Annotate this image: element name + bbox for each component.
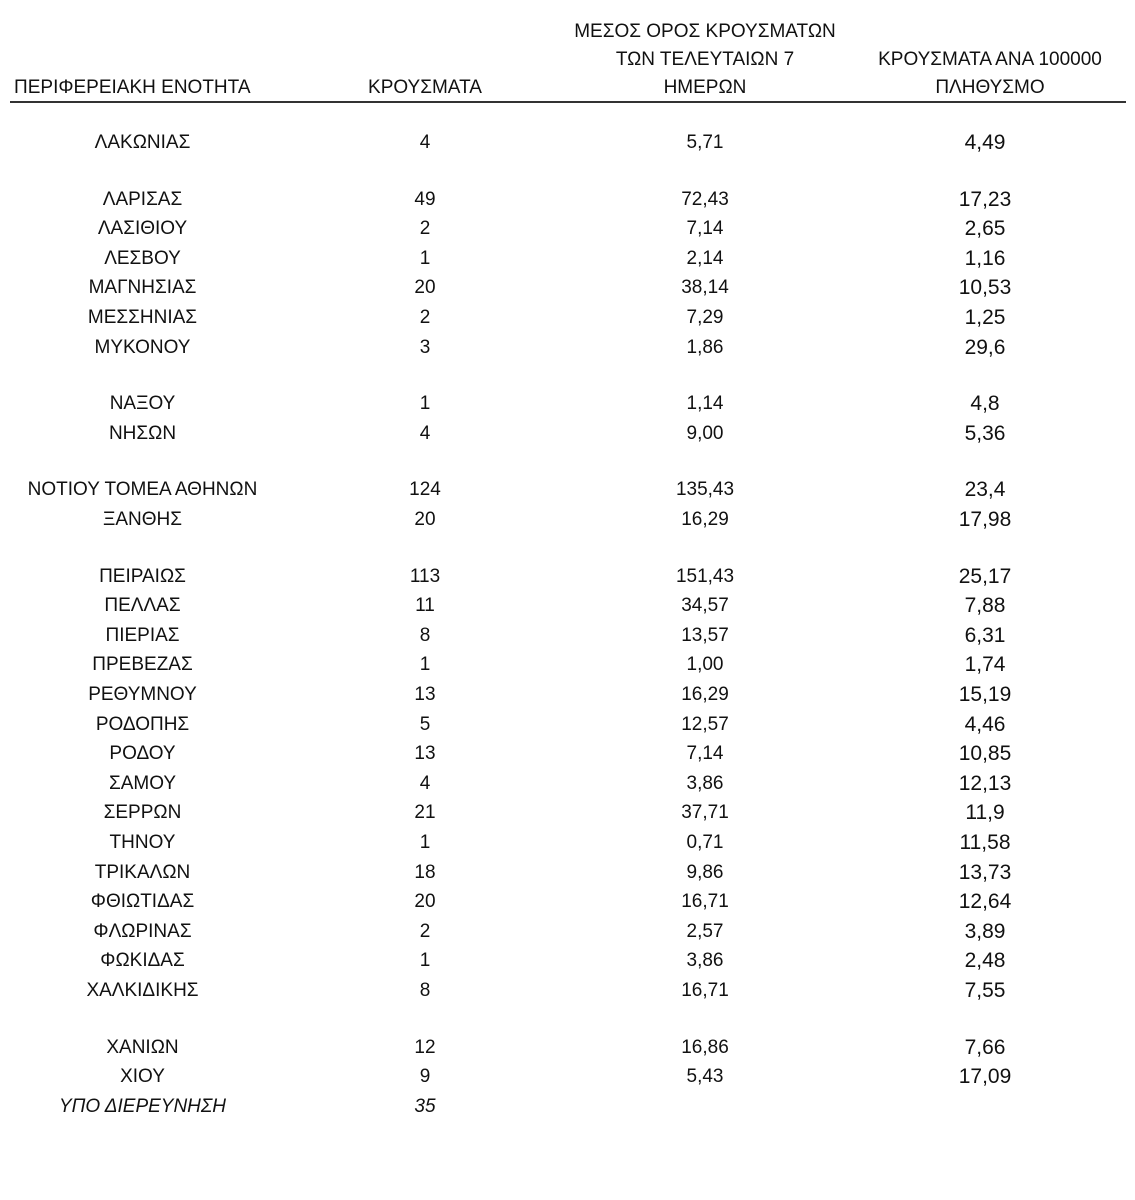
cases-cell: 1 bbox=[419, 248, 431, 269]
region-cell: ΦΛΩΡΙΝΑΣ bbox=[93, 921, 192, 942]
table-row bbox=[0, 1034, 1135, 1062]
region-cell: ΧΑΛΚΙΔΙΚΗΣ bbox=[86, 980, 199, 1001]
per100k-cell: 1,16 bbox=[964, 247, 1006, 270]
table-row bbox=[0, 740, 1135, 768]
avg7-cell: 1,00 bbox=[686, 654, 724, 675]
cases-cell: 21 bbox=[414, 802, 436, 823]
per100k-cell: 12,13 bbox=[958, 772, 1012, 795]
per100k-cell: 2,65 bbox=[964, 217, 1006, 240]
table-row bbox=[0, 476, 1135, 504]
table-row bbox=[0, 711, 1135, 739]
avg7-cell: 38,14 bbox=[681, 277, 729, 298]
per100k-cell: 12,64 bbox=[958, 890, 1012, 913]
avg7-cell: 151,43 bbox=[675, 566, 735, 587]
per100k-cell: 6,31 bbox=[964, 624, 1006, 647]
cases-cell: 20 bbox=[414, 891, 436, 912]
cases-cell: 20 bbox=[414, 509, 436, 530]
per100k-cell: 17,98 bbox=[958, 508, 1012, 531]
cases-cell: 20 bbox=[414, 277, 436, 298]
column-header-7day-average-line: ΤΩΝ ΤΕΛΕΥΤΑΙΩΝ 7 bbox=[615, 49, 795, 70]
table-row bbox=[0, 622, 1135, 650]
cases-cell: 5 bbox=[419, 714, 431, 735]
avg7-cell: 16,71 bbox=[681, 980, 729, 1001]
table-row bbox=[0, 304, 1135, 332]
avg7-cell: 135,43 bbox=[675, 479, 735, 500]
avg7-cell: 7,14 bbox=[686, 218, 724, 239]
table-row bbox=[0, 334, 1135, 362]
region-cell: ΛΑΚΩΝΙΑΣ bbox=[94, 132, 191, 153]
region-cell: ΥΠΟ ΔΙΕΡΕΥΝΗΣΗ bbox=[58, 1096, 227, 1117]
cases-cell: 2 bbox=[419, 218, 431, 239]
cases-cell: 8 bbox=[419, 625, 431, 646]
table-row bbox=[0, 129, 1135, 157]
table-row bbox=[0, 977, 1135, 1005]
per100k-cell: 4,46 bbox=[964, 713, 1006, 736]
per100k-cell: 10,53 bbox=[958, 276, 1012, 299]
column-header-cases: ΚΡΟΥΣΜΑΤΑ bbox=[368, 77, 482, 98]
region-cell: ΡΟΔΟΠΗΣ bbox=[95, 714, 190, 735]
table-row bbox=[0, 947, 1135, 975]
cases-cell: 35 bbox=[414, 1096, 436, 1117]
column-header-7day-average-line: ΗΜΕΡΩΝ bbox=[663, 77, 747, 98]
table-row bbox=[0, 420, 1135, 448]
avg7-cell: 7,14 bbox=[686, 743, 724, 764]
column-header-region: ΠΕΡΙΦΕΡΕΙΑΚΗ ΕΝΟΤΗΤΑ bbox=[14, 77, 251, 98]
avg7-cell: 2,57 bbox=[686, 921, 724, 942]
table-row bbox=[0, 888, 1135, 916]
column-header-cases-per-100k-line: ΠΛΗΘΥΣΜΟ bbox=[935, 77, 1045, 98]
table-row bbox=[0, 770, 1135, 798]
avg7-cell: 5,71 bbox=[686, 132, 724, 153]
region-cell: ΠΙΕΡΙΑΣ bbox=[105, 625, 180, 646]
avg7-cell: 16,29 bbox=[681, 509, 729, 530]
cases-cell: 124 bbox=[409, 479, 441, 500]
avg7-cell: 1,14 bbox=[686, 393, 724, 414]
cases-cell: 4 bbox=[419, 132, 431, 153]
region-cell: ΜΥΚΟΝΟΥ bbox=[94, 337, 191, 358]
column-header-7day-average-line: ΜΕΣΟΣ ΟΡΟΣ ΚΡΟΥΣΜΑΤΩΝ bbox=[574, 21, 836, 42]
per100k-cell: 3,89 bbox=[964, 920, 1006, 943]
cases-cell: 3 bbox=[419, 337, 431, 358]
region-cell: ΛΕΣΒΟΥ bbox=[104, 248, 181, 269]
per100k-cell: 5,36 bbox=[964, 422, 1006, 445]
table-row bbox=[0, 245, 1135, 273]
region-cell: ΝΑΞΟΥ bbox=[109, 393, 176, 414]
region-cell: ΛΑΣΙΘΙΟΥ bbox=[97, 218, 188, 239]
per100k-cell: 10,85 bbox=[958, 742, 1012, 765]
per100k-cell: 25,17 bbox=[958, 565, 1012, 588]
region-cell: ΞΑΝΘΗΣ bbox=[103, 509, 182, 530]
per100k-cell: 7,88 bbox=[964, 594, 1006, 617]
avg7-cell: 5,43 bbox=[686, 1066, 724, 1087]
column-header-cases-per-100k-line: ΚΡΟΥΣΜΑΤΑ ΑΝΑ 100000 bbox=[878, 49, 1102, 70]
avg7-cell: 9,00 bbox=[686, 423, 724, 444]
per100k-cell: 11,58 bbox=[959, 831, 1011, 854]
per100k-cell: 4,49 bbox=[964, 131, 1006, 154]
region-cell: ΧΑΝΙΩΝ bbox=[106, 1037, 179, 1058]
table-row bbox=[0, 563, 1135, 591]
region-cell: ΣΑΜΟΥ bbox=[108, 773, 177, 794]
avg7-cell: 3,86 bbox=[686, 773, 724, 794]
per100k-cell: 29,6 bbox=[964, 336, 1006, 359]
cases-cell: 9 bbox=[419, 1066, 431, 1087]
region-cell: ΝΗΣΩΝ bbox=[108, 423, 177, 444]
cases-cell: 2 bbox=[419, 921, 431, 942]
avg7-cell: 13,57 bbox=[681, 625, 729, 646]
cases-cell: 4 bbox=[419, 423, 431, 444]
per100k-cell: 1,25 bbox=[964, 306, 1006, 329]
per100k-cell: 1,74 bbox=[964, 653, 1006, 676]
cases-cell: 8 bbox=[419, 980, 431, 1001]
cases-cell: 49 bbox=[414, 189, 436, 210]
per100k-cell: 23,4 bbox=[964, 478, 1006, 501]
avg7-cell: 0,71 bbox=[686, 832, 724, 853]
avg7-cell: 16,71 bbox=[681, 891, 729, 912]
avg7-cell: 72,43 bbox=[681, 189, 729, 210]
cases-cell: 1 bbox=[419, 654, 431, 675]
avg7-cell: 7,29 bbox=[686, 307, 724, 328]
table-row bbox=[0, 1063, 1135, 1091]
cases-cell: 13 bbox=[414, 684, 436, 705]
region-cell: ΜΕΣΣΗΝΙΑΣ bbox=[87, 307, 198, 328]
region-cell: ΤΗΝΟΥ bbox=[109, 832, 176, 853]
cases-cell: 1 bbox=[419, 393, 431, 414]
region-cell: ΠΕΙΡΑΙΩΣ bbox=[99, 566, 186, 587]
per100k-cell: 17,09 bbox=[958, 1065, 1012, 1088]
cases-cell: 18 bbox=[414, 862, 436, 883]
table-row bbox=[0, 829, 1135, 857]
region-cell: ΦΩΚΙΔΑΣ bbox=[100, 950, 185, 971]
avg7-cell: 16,86 bbox=[681, 1037, 729, 1058]
per100k-cell: 13,73 bbox=[958, 861, 1012, 884]
table-row bbox=[0, 274, 1135, 302]
per100k-cell: 15,19 bbox=[958, 683, 1012, 706]
region-cell: ΜΑΓΝΗΣΙΑΣ bbox=[88, 277, 197, 298]
per100k-cell: 11,9 bbox=[965, 801, 1005, 824]
avg7-cell: 9,86 bbox=[686, 862, 724, 883]
cases-cell: 1 bbox=[419, 832, 431, 853]
avg7-cell: 2,14 bbox=[686, 248, 724, 269]
region-cell: ΤΡΙΚΑΛΩΝ bbox=[94, 862, 191, 883]
table-row bbox=[0, 186, 1135, 214]
per100k-cell: 2,48 bbox=[964, 949, 1006, 972]
per100k-cell: 7,55 bbox=[964, 979, 1006, 1002]
region-cell: ΠΕΛΛΑΣ bbox=[104, 595, 181, 616]
table-row bbox=[0, 390, 1135, 418]
table-row bbox=[0, 215, 1135, 243]
avg7-cell: 1,86 bbox=[686, 337, 724, 358]
region-cell: ΛΑΡΙΣΑΣ bbox=[102, 189, 183, 210]
cases-cell: 2 bbox=[419, 307, 431, 328]
table-row bbox=[0, 859, 1135, 887]
cases-cell: 12 bbox=[414, 1037, 436, 1058]
cases-cell: 4 bbox=[419, 773, 431, 794]
table-row bbox=[0, 681, 1135, 709]
avg7-cell: 37,71 bbox=[681, 802, 729, 823]
region-cell: ΣΕΡΡΩΝ bbox=[103, 802, 182, 823]
avg7-cell: 12,57 bbox=[681, 714, 729, 735]
table-row bbox=[0, 799, 1135, 827]
cases-cell: 13 bbox=[414, 743, 436, 764]
table-row bbox=[0, 506, 1135, 534]
cases-cell: 1 bbox=[419, 950, 431, 971]
cases-cell: 11 bbox=[415, 595, 435, 616]
table-row bbox=[0, 651, 1135, 679]
region-cell: ΦΘΙΩΤΙΔΑΣ bbox=[90, 891, 195, 912]
per100k-cell: 4,8 bbox=[970, 392, 1000, 415]
region-cell: ΡΟΔΟΥ bbox=[109, 743, 176, 764]
avg7-cell: 3,86 bbox=[686, 950, 724, 971]
region-cell: ΠΡΕΒΕΖΑΣ bbox=[92, 654, 193, 675]
region-cell: ΧΙΟΥ bbox=[120, 1066, 165, 1087]
per100k-cell: 7,66 bbox=[964, 1036, 1006, 1059]
table-row bbox=[0, 1093, 1135, 1121]
table-row bbox=[0, 592, 1135, 620]
region-cell: ΝΟΤΙΟΥ ΤΟΜΕΑ ΑΘΗΝΩΝ bbox=[27, 479, 258, 500]
avg7-cell: 34,57 bbox=[681, 595, 729, 616]
region-cell: ΡΕΘΥΜΝΟΥ bbox=[88, 684, 197, 705]
per100k-cell: 17,23 bbox=[958, 188, 1012, 211]
avg7-cell: 16,29 bbox=[681, 684, 729, 705]
cases-cell: 113 bbox=[409, 566, 441, 587]
table-row bbox=[0, 918, 1135, 946]
